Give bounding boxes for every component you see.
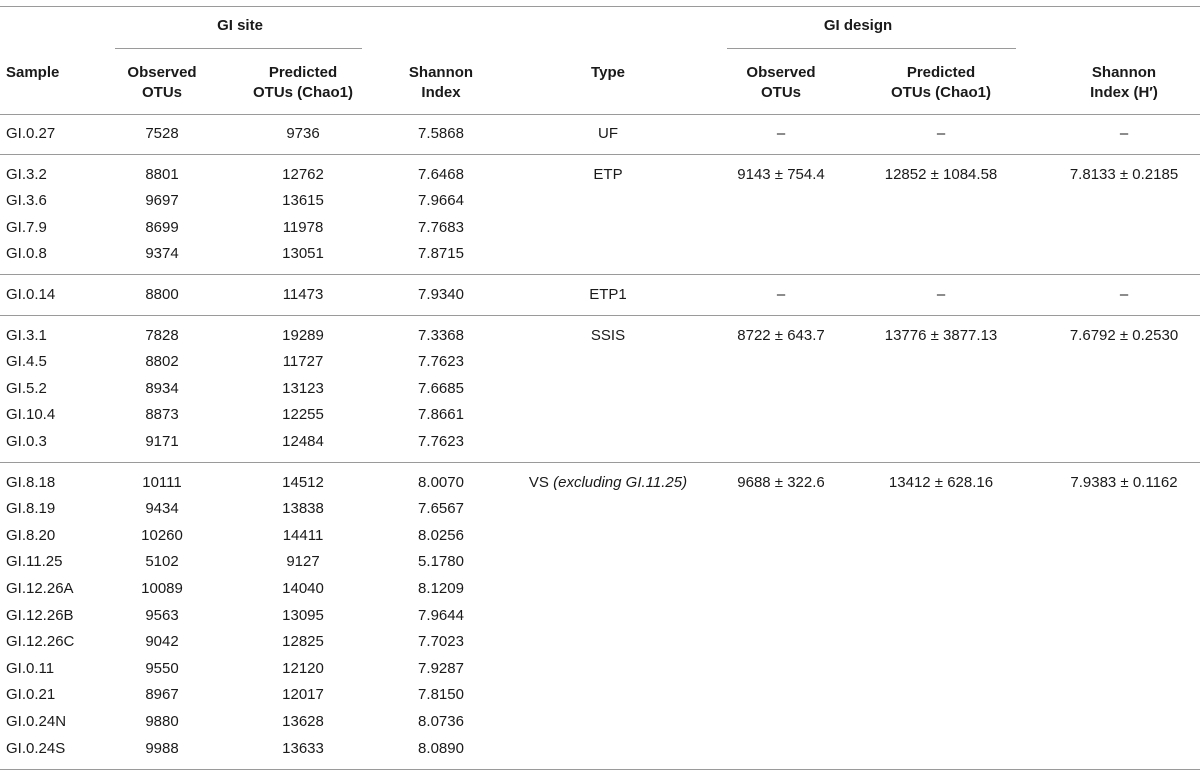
cell-predicted-otus: 14411 (282, 526, 324, 544)
cell-sample: GI.0.14 (6, 286, 56, 303)
group-rule (0, 154, 1200, 155)
cell-observed-otus-design: – (776, 286, 786, 303)
cell-observed-otus: 10089 (141, 580, 183, 597)
cell-type: ETP1 (589, 286, 627, 303)
cell-observed-otus: 9042 (145, 633, 179, 651)
cell-sample: GI.3.2 (6, 165, 47, 183)
cell-sample: GI.12.26B (6, 606, 74, 624)
cell-sample: GI.10.4 (6, 406, 56, 424)
cell-predicted-otus: 13615 (282, 192, 324, 210)
group-rule (0, 462, 1200, 463)
col-header-shannon-index: Shannon Index (408, 64, 474, 101)
cell-sample: GI.0.8 (6, 245, 47, 263)
cell-type: ETP (593, 165, 623, 183)
col-header-predicted-otus-design: Predicted OTUs (Chao1) (890, 64, 992, 101)
cell-sample: GI.12.26C (6, 633, 75, 651)
cell-observed-otus: 10260 (141, 526, 183, 544)
cell-observed-otus: 5102 (145, 553, 179, 571)
cell-predicted-otus: 19289 (282, 326, 324, 344)
cell-observed-otus-design: – (776, 125, 786, 142)
cell-shannon-index: 7.6567 (418, 500, 464, 518)
cell-predicted-otus: 12825 (282, 633, 324, 651)
cell-shannon-index: 7.8150 (418, 686, 464, 704)
cell-predicted-otus: 9127 (286, 553, 320, 571)
cell-observed-otus: 9988 (145, 739, 179, 757)
cell-observed-otus: 8699 (145, 218, 179, 236)
cell-predicted-otus: 14512 (282, 473, 324, 491)
cell-observed-otus: 8801 (145, 165, 179, 183)
cell-sample: GI.0.24S (6, 739, 66, 757)
group-rule (0, 315, 1200, 316)
cell-observed-otus: 8800 (145, 286, 179, 303)
cell-sample: GI.8.19 (6, 500, 56, 518)
cell-predicted-otus: 9736 (286, 125, 320, 142)
cell-observed-otus-design: 8722 ± 643.7 (737, 326, 825, 344)
cell-shannon-index: 7.7683 (418, 218, 464, 236)
cell-shannon-index: 7.8661 (418, 406, 464, 424)
cell-type: SSIS (590, 326, 626, 344)
cell-shannon-index: 7.9340 (418, 286, 464, 303)
cell-predicted-otus: 13628 (282, 713, 324, 730)
cell-sample: GI.5.2 (6, 379, 47, 397)
cell-shannon-index: 7.8715 (418, 245, 464, 263)
col-header-type: Type (591, 64, 625, 81)
cell-sample: GI.8.18 (6, 473, 56, 491)
cell-observed-otus: 9374 (145, 245, 179, 263)
cell-sample: GI.11.25 (6, 553, 63, 571)
cell-predicted-otus: 12484 (282, 433, 324, 450)
cell-observed-otus-design: 9688 ± 322.6 (737, 473, 825, 491)
cell-predicted-otus: 13838 (282, 500, 324, 518)
cell-observed-otus: 8802 (145, 353, 179, 371)
group-header-gi-site: GI site (217, 17, 263, 34)
cell-observed-otus: 7528 (145, 125, 179, 142)
cell-sample: GI.7.9 (6, 218, 47, 236)
cell-sample: GI.0.24N (6, 713, 67, 730)
cell-sample: GI.4.5 (6, 353, 47, 371)
cell-predicted-otus-design: 13412 ± 628.16 (888, 473, 994, 491)
cell-observed-otus: 9171 (145, 433, 179, 450)
cell-shannon-index-design: – (1119, 286, 1129, 303)
col-header-shannon-index-design: Shannon Index (H′) (1090, 64, 1158, 101)
cell-predicted-otus: 11473 (282, 286, 324, 303)
cell-shannon-index-design: 7.8133 ± 0.2185 (1069, 165, 1179, 183)
cell-shannon-index: 8.0256 (418, 526, 464, 544)
cell-predicted-otus: 13123 (282, 379, 324, 397)
col-header-observed-otus-design: Observed OTUs (746, 64, 816, 101)
cell-predicted-otus: 12762 (282, 165, 324, 183)
top-rule (0, 6, 1200, 7)
cell-predicted-otus-design: 12852 ± 1084.58 (884, 165, 998, 183)
col-header-sample: Sample (6, 64, 60, 81)
group-header-gi-design: GI design (823, 17, 893, 34)
cell-predicted-otus: 12255 (282, 406, 324, 424)
cell-predicted-otus: 14040 (282, 580, 324, 597)
col-header-predicted-otus: Predicted OTUs (Chao1) (252, 64, 354, 101)
cell-observed-otus: 8967 (145, 686, 179, 704)
cell-observed-otus-design: 9143 ± 754.4 (737, 165, 825, 183)
cell-shannon-index: 7.7623 (418, 433, 464, 450)
cell-observed-otus: 9550 (145, 659, 179, 677)
cell-predicted-otus: 13633 (282, 739, 324, 757)
cell-sample: GI.0.27 (6, 125, 56, 142)
cell-predicted-otus-design: – (936, 286, 946, 303)
cell-observed-otus: 7828 (145, 326, 179, 344)
cell-type-label: VS (528, 473, 549, 491)
cell-observed-otus: 8873 (145, 406, 179, 424)
cell-shannon-index: 5.1780 (418, 553, 464, 571)
cell-shannon-index-design: 7.6792 ± 0.2530 (1069, 326, 1179, 344)
cell-shannon-index: 7.7623 (418, 353, 464, 371)
cell-observed-otus: 9563 (145, 606, 179, 624)
cell-type: UF (598, 125, 618, 142)
group-rule (0, 274, 1200, 275)
cell-predicted-otus: 13051 (282, 245, 324, 263)
cell-sample: GI.3.1 (6, 326, 47, 344)
cell-observed-otus: 9880 (145, 713, 179, 730)
bottom-rule (0, 769, 1200, 770)
cell-type (529, 473, 687, 493)
cell-predicted-otus: 12120 (282, 659, 324, 677)
cell-predicted-otus-design: – (936, 125, 946, 142)
cell-shannon-index: 8.0070 (418, 473, 464, 491)
gi-site-rule (115, 48, 362, 49)
cell-shannon-index: 7.3368 (418, 326, 464, 344)
cell-predicted-otus: 11727 (282, 353, 324, 371)
cell-shannon-index: 8.0736 (418, 713, 464, 730)
cell-shannon-index: 7.6685 (418, 379, 464, 397)
cell-shannon-index: 7.6468 (418, 165, 464, 183)
cell-shannon-index-design: 7.9383 ± 0.1162 (1070, 473, 1178, 491)
cell-sample: GI.12.26A (6, 580, 74, 597)
cell-sample: GI.0.21 (6, 686, 56, 704)
cell-observed-otus: 9434 (145, 500, 179, 518)
cell-sample: GI.0.11 (6, 659, 55, 677)
cell-shannon-index: 7.9664 (418, 192, 464, 210)
cell-predicted-otus: 12017 (282, 686, 324, 704)
gi-design-rule (727, 48, 1016, 49)
cell-shannon-index: 7.5868 (418, 125, 464, 142)
cell-predicted-otus-design: 13776 ± 3877.13 (884, 326, 998, 344)
cell-predicted-otus: 11978 (282, 218, 324, 236)
cell-observed-otus: 8934 (145, 379, 179, 397)
cell-sample: GI.0.3 (6, 433, 47, 450)
cell-shannon-index: 7.7023 (418, 633, 464, 651)
cell-observed-otus: 10111 (142, 473, 182, 491)
cell-shannon-index: 7.9287 (418, 659, 464, 677)
cell-type-note: (excluding GI.11.25) (553, 473, 688, 491)
cell-shannon-index: 8.0890 (418, 739, 464, 757)
cell-shannon-index-design: – (1119, 125, 1129, 142)
header-bottom-rule (0, 114, 1200, 115)
col-header-observed-otus: Observed OTUs (127, 64, 197, 101)
cell-observed-otus: 9697 (145, 192, 179, 210)
cell-shannon-index: 7.9644 (418, 606, 464, 624)
cell-predicted-otus: 13095 (282, 606, 324, 624)
cell-shannon-index: 8.1209 (418, 580, 464, 597)
cell-sample: GI.3.6 (6, 192, 47, 210)
cell-sample: GI.8.20 (6, 526, 56, 544)
